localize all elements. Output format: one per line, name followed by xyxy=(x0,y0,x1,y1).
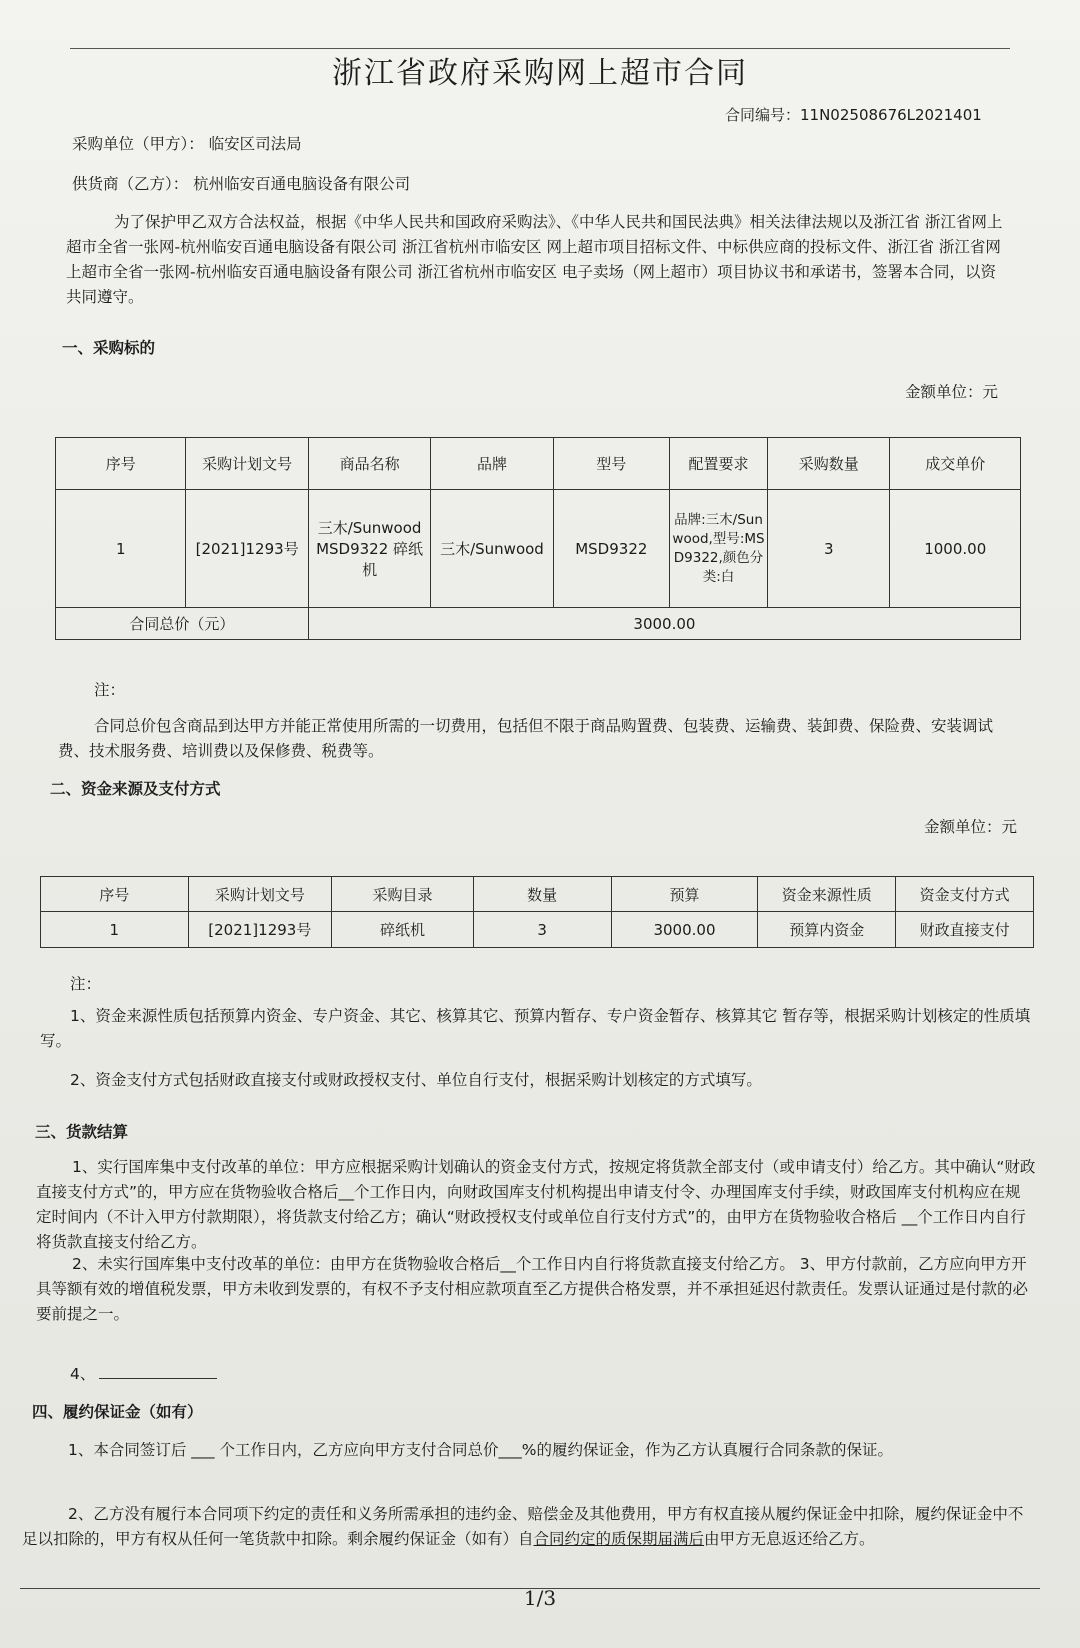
note1-text: 合同总价包含商品到达甲方并能正常使用所需的一切费用，包括但不限于商品购置费、包装费、运输费、装卸费、保险费、安装调试费、技术服务费、培训费以及保修费、税费等。 xyxy=(58,717,994,760)
col-header: 成交单价 xyxy=(890,438,1021,490)
col-header: 型号 xyxy=(553,438,669,490)
cell-quantity: 3 xyxy=(473,912,611,948)
section3-p4-label: 4、 xyxy=(70,1365,96,1383)
section3-heading: 三、货款结算 xyxy=(35,1123,129,1141)
intro-paragraph: 为了保护甲乙双方合法权益，根据《中华人民共和国政府采购法》、《中华人民共和国民法典》相关法律法规以及浙江省 浙江省网上超市全省一张网-杭州临安百通电脑设备有限公司 浙江省杭州市临安区 网上超市项目招标文件、中标供应商的投标文件、浙江省 浙江省网上超市全省一张网-杭州临安百通电脑设备有限公司 浙江省杭州市临安区 电子卖场（网上超市）项目协议书和承诺书，签署本合同，以资共同遵守。 xyxy=(66,213,1003,306)
note2-item1: 1、资金来源性质包括预算内资金、专户资金、其它、核算其它、预算内暂存、专户资金暂存、核算其它 暂存等，根据采购计划核定的性质填写。 xyxy=(40,1007,1031,1050)
note2-item2: 2、资金支付方式包括财政直接支付或财政授权支付、单位自行支付，根据采购计划核定的方式填写。 xyxy=(70,1071,762,1089)
cell-unit-price: 1000.00 xyxy=(890,490,1021,608)
cell-budget: 3000.00 xyxy=(611,912,758,948)
supplier-line: 供货商（乙方）： 杭州临安百通电脑设备有限公司 xyxy=(72,175,411,193)
section4-p2-underlined: 合同约定的质保期届满后 xyxy=(533,1530,705,1548)
cell-brand: 三木/Sunwood xyxy=(431,490,553,608)
col-header: 序号 xyxy=(41,877,189,912)
cell-quantity: 3 xyxy=(768,490,890,608)
cell-model: MSD9322 xyxy=(553,490,669,608)
total-label: 合同总价（元） xyxy=(56,608,309,640)
note1-label: 注： xyxy=(94,681,126,699)
funding-header-row xyxy=(41,877,1034,912)
section4-heading: 四、履约保证金（如有） xyxy=(32,1403,203,1421)
table-row xyxy=(56,490,1021,608)
section1-unit: 金额单位：元 xyxy=(905,383,999,401)
section4-p2-part1: 2、乙方没有履行本合同项下约定的责任和义务所需承担的违约金、赔偿金及其他费用，甲方有权直接从履约保证金中扣除，履约保证金中不足以扣除的，甲方有权从任何一笔货款中扣除。剩余履约保证金（如有）自 xyxy=(22,1505,1024,1548)
contract-title: 浙江省政府采购网上超市合同 xyxy=(332,56,748,91)
col-header: 采购计划文号 xyxy=(186,438,308,490)
section4-p2 xyxy=(22,1502,1036,1552)
items-header-row xyxy=(56,438,1021,490)
section1-heading: 一、采购标的 xyxy=(62,339,156,357)
section4-p2-part3: 由甲方无息返还给乙方。 xyxy=(704,1530,875,1548)
cell-config: 品牌:三木/Sunwood,型号:MSD9322,颜色分类:白 xyxy=(669,490,767,608)
col-header: 采购目录 xyxy=(332,877,474,912)
col-header: 配置要求 xyxy=(669,438,767,490)
note2-label: 注： xyxy=(70,975,102,993)
section2-unit: 金额单位：元 xyxy=(924,818,1018,836)
cell-catalog: 碎纸机 xyxy=(332,912,474,948)
section3-p1: 1、实行国库集中支付改革的单位：甲方应根据采购计划确认的资金支付方式，按规定将货款全部支付（或申请支付）给乙方。其中确认“财政直接支付方式”的，甲方应在货物验收合格后__个工作日内，向财政国库支付机构提出申请支付令、办理国库支付手续，财政国库支付机构应在规定时间内（不计入甲方付款期限），将货款支付给乙方；确认“财政授权支付或单位自行支付方式”的，由甲方在货物验收合格后 __个工作日内自行将货款直接支付给乙方。 xyxy=(36,1158,1036,1251)
col-header: 数量 xyxy=(473,877,611,912)
col-header: 品牌 xyxy=(431,438,553,490)
col-header: 资金支付方式 xyxy=(896,877,1034,912)
blank-line xyxy=(99,1362,217,1379)
cell-index: 1 xyxy=(41,912,189,948)
cell-fund-source: 预算内资金 xyxy=(758,912,896,948)
col-header: 商品名称 xyxy=(308,438,430,490)
contract-number: 合同编号：11N02508676L2021401 xyxy=(725,106,982,124)
section3-p2: 2、未实行国库集中支付改革的单位：由甲方在货物验收合格后__个工作日内自行将货款直接支付给乙方。 3、甲方付款前，乙方应向甲方开具等额有效的增值税发票，甲方未收到发票的，有权不予支付相应款项直至乙方提供合格发票，并不承担延迟付款责任。发票认证通过是付款的必要前提之一。 xyxy=(36,1255,1029,1323)
cell-plan-no: [2021]1293号 xyxy=(186,490,308,608)
total-row xyxy=(56,608,1021,640)
cell-index: 1 xyxy=(56,490,186,608)
page-number: 1/3 xyxy=(523,1586,557,1610)
col-header: 预算 xyxy=(611,877,758,912)
cell-plan-no: [2021]1293号 xyxy=(188,912,332,948)
buyer-line: 采购单位（甲方）： 临安区司法局 xyxy=(72,135,302,153)
funding-table xyxy=(40,876,1034,948)
col-header: 采购数量 xyxy=(768,438,890,490)
total-value: 3000.00 xyxy=(308,608,1020,640)
section3-p4 xyxy=(70,1362,217,1387)
cell-payment-method: 财政直接支付 xyxy=(896,912,1034,948)
col-header: 资金来源性质 xyxy=(758,877,896,912)
table-row xyxy=(41,912,1034,948)
section4-p1: 1、本合同签订后 ___ 个工作日内，乙方应向甲方支付合同总价___%的履约保证金，作为乙方认真履行合同条款的保证。 xyxy=(68,1441,893,1459)
col-header: 采购计划文号 xyxy=(188,877,332,912)
section2-heading: 二、资金来源及支付方式 xyxy=(50,780,221,798)
col-header: 序号 xyxy=(56,438,186,490)
items-table xyxy=(55,437,1021,640)
cell-product-name: 三木/Sunwood MSD9322 碎纸机 xyxy=(308,490,430,608)
